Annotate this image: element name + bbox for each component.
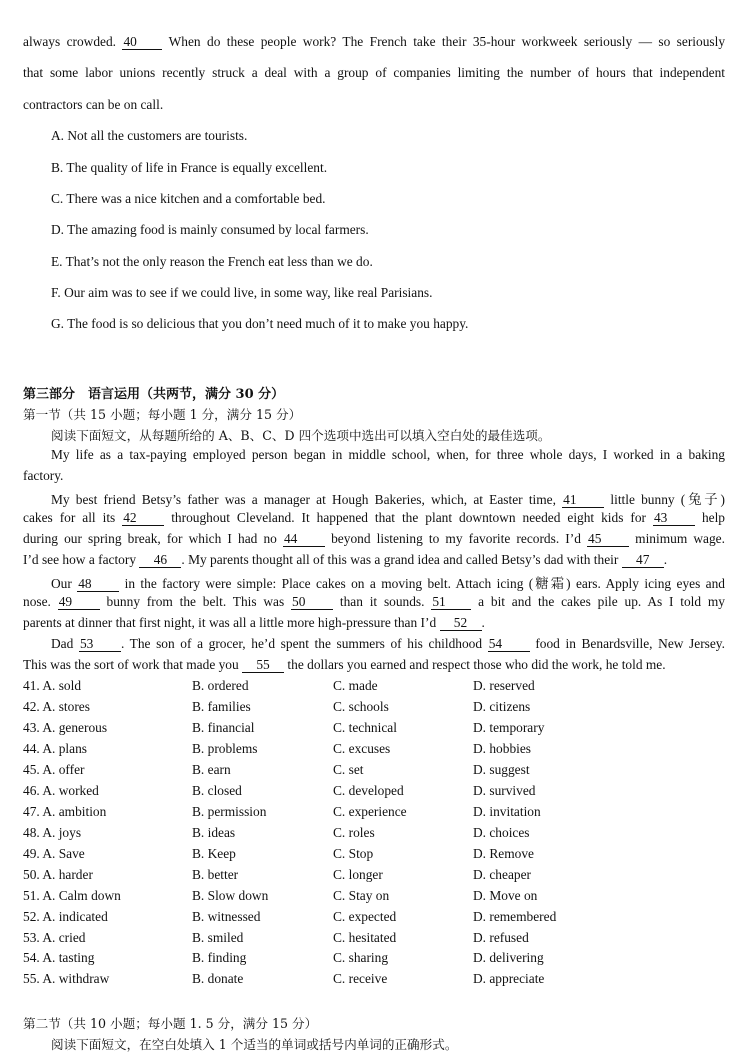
passage-text: When do these people work? The French take their 35-hour workweek seriously — so seriously bbox=[168, 34, 726, 49]
question-row bbox=[23, 741, 723, 759]
option-a: A. Not all the customers are tourists. bbox=[51, 128, 248, 143]
question-row bbox=[23, 762, 723, 780]
choice-d: D. invitation bbox=[473, 804, 541, 819]
choice-d: D. appreciate bbox=[473, 971, 545, 986]
blank-51: 51 bbox=[431, 595, 471, 610]
choice-b: B. financial bbox=[192, 720, 255, 735]
question-row bbox=[23, 971, 723, 989]
blank-45: 45 bbox=[587, 532, 629, 547]
cloze-line: during our spring break, for which I had no 44 beyond listening to my favorite records. I’d 45 minimum wage. bbox=[23, 531, 725, 546]
choice-c: C. set bbox=[333, 762, 364, 777]
choice-b: B. donate bbox=[192, 971, 244, 986]
cloze-line: I’d see how a factory 46 . My parents thought all of this was a grand idea and called Betsy’s dad with their 47 . bbox=[23, 552, 668, 567]
choice-c: C. roles bbox=[333, 825, 375, 840]
choice-b: B. smiled bbox=[192, 930, 244, 945]
choice-a: 52. A. indicated bbox=[23, 909, 108, 924]
section2-instruction: 阅读下面短文，在空白处填入 1 个适当的单词或括号内单词的正确形式。 bbox=[51, 1037, 458, 1052]
choice-b: B. Keep bbox=[192, 846, 236, 861]
choice-a: 50. A. harder bbox=[23, 867, 93, 882]
choice-a: 46. A. worked bbox=[23, 783, 99, 798]
choice-c: C. hesitated bbox=[333, 930, 397, 945]
choice-d: D. survived bbox=[473, 783, 536, 798]
passage-line: that some labor unions recently struck a deal with a group of companies limiting the number of hours that independent bbox=[23, 65, 725, 80]
choice-d: D. Remove bbox=[473, 846, 534, 861]
choice-b: B. permission bbox=[192, 804, 267, 819]
choice-c: C. Stop bbox=[333, 846, 374, 861]
choice-a: 55. A. withdraw bbox=[23, 971, 110, 986]
question-row bbox=[23, 783, 723, 801]
choice-d: D. citizens bbox=[473, 699, 531, 714]
cloze-line: Dad 53 . The son of a grocer, he’d spent the summers of his childhood 54 food in Benardsville, New Jersey. bbox=[51, 636, 725, 651]
cloze-line: Our 48 in the factory were simple: Place cakes on a moving belt. Attach icing (糖霜) ears. Apply icing eyes and bbox=[51, 576, 725, 591]
blank-50: 50 bbox=[291, 595, 333, 610]
choice-b: B. problems bbox=[192, 741, 258, 756]
choice-b: B. better bbox=[192, 867, 239, 882]
choice-c: C. receive bbox=[333, 971, 388, 986]
blank-49: 49 bbox=[58, 595, 100, 610]
question-row bbox=[23, 804, 723, 822]
choice-a: 51. A. Calm down bbox=[23, 888, 121, 903]
choice-c: C. expected bbox=[333, 909, 397, 924]
blank-48: 48 bbox=[77, 577, 119, 592]
choice-d: D. temporary bbox=[473, 720, 545, 735]
blank-53: 53 bbox=[79, 637, 121, 652]
choice-d: D. delivering bbox=[473, 950, 544, 965]
choice-d: D. choices bbox=[473, 825, 530, 840]
choice-c: C. developed bbox=[333, 783, 404, 798]
question-row bbox=[23, 867, 723, 885]
choice-d: D. reserved bbox=[473, 678, 535, 693]
option-e: E. That’s not the only reason the French eat less than we do. bbox=[51, 254, 373, 269]
passage-line: contractors can be on call. bbox=[23, 97, 164, 112]
choice-a: 41. A. sold bbox=[23, 678, 82, 693]
choice-a: 54. A. tasting bbox=[23, 950, 95, 965]
choice-d: D. Move on bbox=[473, 888, 538, 903]
option-b: B. The quality of life in France is equally excellent. bbox=[51, 160, 328, 175]
cloze-line: factory. bbox=[23, 468, 64, 483]
blank-54: 54 bbox=[488, 637, 530, 652]
choice-b: B. families bbox=[192, 699, 251, 714]
choice-c: C. sharing bbox=[333, 950, 389, 965]
question-row bbox=[23, 909, 723, 927]
blank-42: 42 bbox=[122, 511, 164, 526]
cloze-line: parents at dinner that first night, it was all a little more high-pressure than I’d 52 . bbox=[23, 615, 485, 630]
blank-52: 52 bbox=[440, 616, 482, 631]
choice-a: 49. A. Save bbox=[23, 846, 85, 861]
option-g: G. The food is so delicious that you don’t need much of it to make you happy. bbox=[51, 316, 469, 331]
choice-b: B. ordered bbox=[192, 678, 249, 693]
choice-c: C. Stay on bbox=[333, 888, 390, 903]
choice-d: D. hobbies bbox=[473, 741, 532, 756]
option-c: C. There was a nice kitchen and a comfortable bed. bbox=[51, 191, 326, 206]
blank-47: 47 bbox=[622, 553, 664, 568]
question-row bbox=[23, 846, 723, 864]
choice-c: C. made bbox=[333, 678, 378, 693]
choice-a: 44. A. plans bbox=[23, 741, 87, 756]
choice-b: B. finding bbox=[192, 950, 247, 965]
question-row bbox=[23, 720, 723, 738]
blank-40: 40 bbox=[122, 35, 162, 50]
choice-d: D. cheaper bbox=[473, 867, 531, 882]
choice-b: B. Slow down bbox=[192, 888, 269, 903]
blank-41: 41 bbox=[562, 493, 604, 508]
choice-c: C. schools bbox=[333, 699, 389, 714]
choice-b: B. earn bbox=[192, 762, 231, 777]
question-row bbox=[23, 950, 723, 968]
question-row bbox=[23, 678, 723, 696]
option-f: F. Our aim was to see if we could live, in some way, like real Parisians. bbox=[51, 285, 433, 300]
question-row bbox=[23, 930, 723, 948]
question-row bbox=[23, 888, 723, 906]
choice-b: B. closed bbox=[192, 783, 242, 798]
blank-43: 43 bbox=[653, 511, 695, 526]
choice-d: D. suggest bbox=[473, 762, 530, 777]
choice-a: 45. A. offer bbox=[23, 762, 85, 777]
question-row bbox=[23, 699, 723, 717]
choice-c: C. excuses bbox=[333, 741, 391, 756]
choice-c: C. technical bbox=[333, 720, 397, 735]
choice-a: 47. A. ambition bbox=[23, 804, 107, 819]
cloze-line: nose. 49 bunny from the belt. This was 50 than it sounds. 51 a bit and the cakes pile up. As I told my bbox=[23, 594, 725, 609]
choice-a: 42. A. stores bbox=[23, 699, 90, 714]
question-row bbox=[23, 825, 723, 843]
section1-instruction: 阅读下面短文，从每题所给的 A、B、C、D 四个选项中选出可以填入空白处的最佳选项。 bbox=[51, 428, 551, 443]
blank-44: 44 bbox=[283, 532, 325, 547]
choice-a: 48. A. joys bbox=[23, 825, 82, 840]
choice-b: B. witnessed bbox=[192, 909, 261, 924]
cloze-line: My life as a tax-paying employed person began in middle school, when, for three whole days, I worked in a baking bbox=[51, 447, 725, 462]
choice-a: 43. A. generous bbox=[23, 720, 108, 735]
blank-46: 46 bbox=[139, 553, 181, 568]
section1-title: 第一节（共 15 小题；每小题 1 分，满分 15 分） bbox=[23, 407, 302, 422]
choice-c: C. experience bbox=[333, 804, 407, 819]
section2-title: 第二节（共 10 小题；每小题 1. 5 分，满分 15 分） bbox=[23, 1016, 318, 1031]
passage-line bbox=[23, 34, 725, 50]
cloze-line: My best friend Betsy’s father was a manager at Hough Bakeries, which, at Easter time, 41 little bunny (兔子) bbox=[51, 492, 725, 507]
choice-d: D. refused bbox=[473, 930, 529, 945]
choice-b: B. ideas bbox=[192, 825, 236, 840]
blank-55: 55 bbox=[242, 658, 284, 673]
part3-title: 第三部分 语言运用（共两节，满分 30 分） bbox=[23, 387, 285, 402]
choice-a: 53. A. cried bbox=[23, 930, 86, 945]
cloze-line: This was the sort of work that made you 55 the dollars you earned and respect those who did the work, he told me. bbox=[23, 657, 666, 672]
choice-d: D. remembered bbox=[473, 909, 557, 924]
option-d: D. The amazing food is mainly consumed by local farmers. bbox=[51, 222, 369, 237]
passage-text: always crowded. bbox=[23, 34, 117, 49]
cloze-line: cakes for all its 42 throughout Cleveland. It happened that the plant downtown needed eight kids for 43 help bbox=[23, 510, 725, 525]
choice-c: C. longer bbox=[333, 867, 383, 882]
